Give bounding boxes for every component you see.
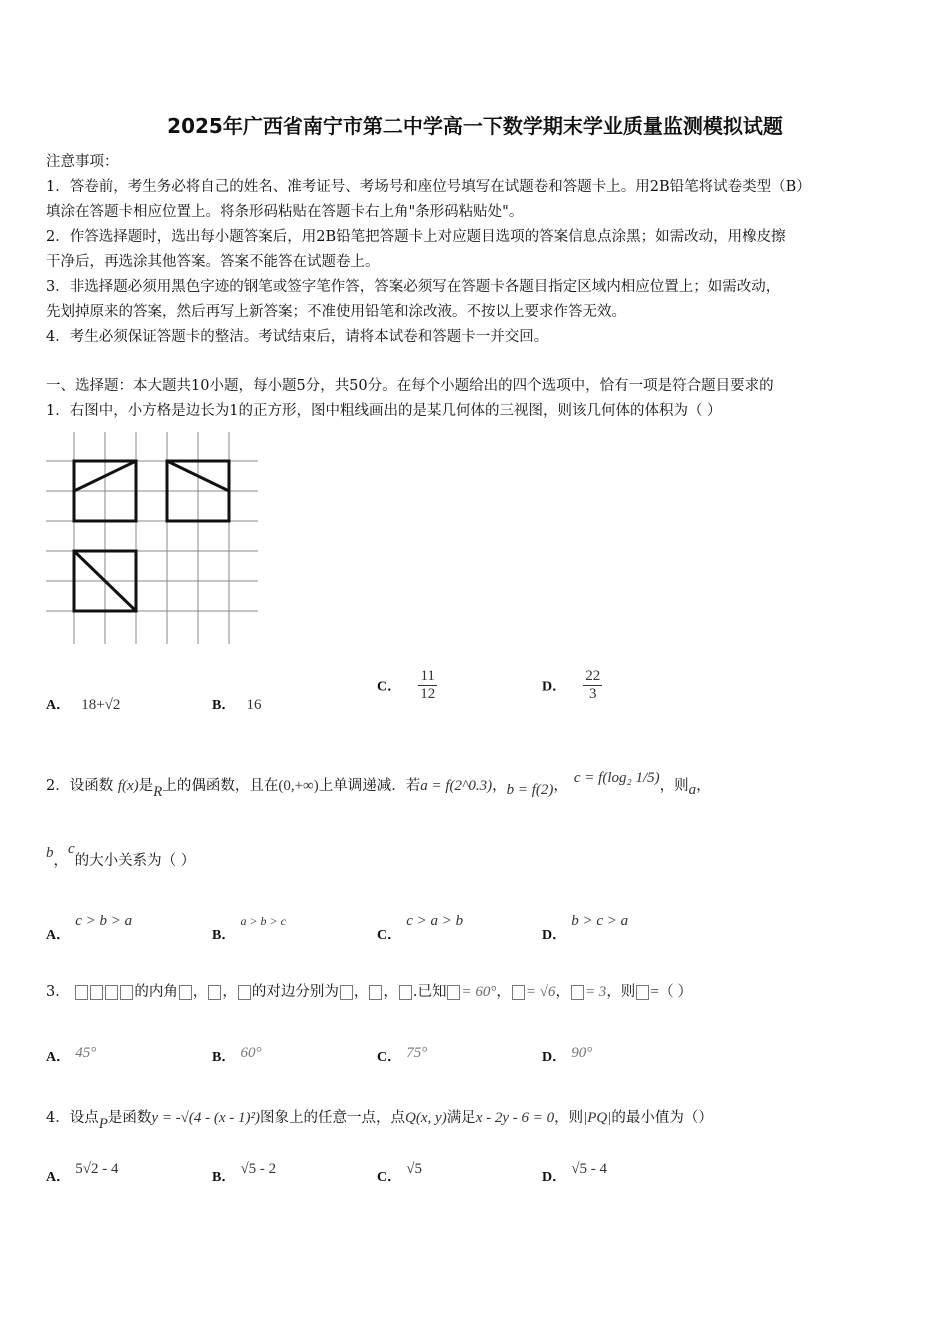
notice-line: 2．作答选择题时，选出每小题答案后，用2B铅笔把答题卡上对应题目选项的答案信息点涂黑；如需改动，用橡皮擦 xyxy=(46,229,786,245)
q2-text: 上单调递减．若 xyxy=(318,778,421,794)
page-title: 2025年广西省南宁市第二中学高一下数学期末学业质量监测模拟试题 xyxy=(167,114,783,138)
q4-option-c[interactable] xyxy=(377,1158,422,1185)
option-label: C． xyxy=(377,1170,402,1185)
missing-glyph-icon xyxy=(120,985,133,1000)
q2-option-c[interactable] xyxy=(377,910,464,943)
q2-var-b: b xyxy=(46,845,54,861)
q2-text: ， xyxy=(492,778,507,794)
three-view-figure xyxy=(46,432,258,644)
q2-domain: R xyxy=(153,784,163,800)
q3-text: .已知 xyxy=(412,984,447,1000)
notice-line: 3．非选择题必须用黑色字迹的钢笔或签字笔作答，答案必须写在答题卡各题目指定区域内相应位置上；如需改动， xyxy=(46,279,781,295)
question-1-stem: 1．右图中，小方格是边长为1的正方形，图中粗线画出的是某几何体的三视图，则该几何体的体积为（ ） xyxy=(46,403,722,419)
missing-glyph-icon xyxy=(90,985,103,1000)
option-value: a > b > c xyxy=(240,914,286,928)
q4-point-p: P xyxy=(98,1116,108,1132)
fraction-denominator: 12 xyxy=(420,686,436,702)
q2-b-expression: b = f(2) xyxy=(506,782,554,798)
question-4-stem xyxy=(46,1108,713,1132)
missing-glyph-icon xyxy=(179,985,192,1000)
q3-text: ，则 xyxy=(606,984,636,1000)
q4-point-q: Q(x, y) xyxy=(405,1110,447,1126)
q2-interval: (0,+∞) xyxy=(278,778,319,794)
option-label: B． xyxy=(212,928,236,943)
q3-option-b[interactable] xyxy=(212,1042,262,1065)
q1-option-a[interactable] xyxy=(46,694,120,714)
q4-text: 图象上的任意一点，点 xyxy=(260,1110,406,1126)
missing-glyph-icon xyxy=(75,985,88,1000)
q4-text: ，则 xyxy=(554,1110,584,1126)
missing-glyph-icon xyxy=(369,985,382,1000)
option-value: 5√2 - 4 xyxy=(75,1161,119,1177)
option-value: b > c > a xyxy=(571,913,629,929)
q4-text: 是函数 xyxy=(107,1110,152,1126)
notice-line: 先划掉原来的答案，然后再写上新答案；不准使用铅笔和涂改液。不按以上要求作答无效。 xyxy=(46,304,626,320)
q2-a-expression: a = f(2^0.3) xyxy=(420,778,493,794)
q3-equation: = √6 xyxy=(525,984,556,1000)
option-label: A． xyxy=(46,928,71,943)
option-value: c > a > b xyxy=(406,913,464,929)
option-value: √5 - 2 xyxy=(240,1161,277,1177)
option-label: B． xyxy=(212,1050,236,1065)
notice-line: 填涂在答题卡相应位置上。将条形码粘贴在答题卡右上角"条形码粘贴处"。 xyxy=(46,204,524,220)
q2-text: 2．设函数 xyxy=(46,778,114,794)
option-label: D． xyxy=(542,1050,567,1065)
q2-var-a: a xyxy=(688,782,697,798)
fraction-numerator: 11 xyxy=(418,668,437,686)
q4-function: y = -√(4 - (x - 1)²) xyxy=(151,1110,261,1126)
q3-text: 3． xyxy=(46,984,70,1000)
q3-option-a[interactable] xyxy=(46,1042,97,1065)
notice-heading: 注意事项： xyxy=(46,154,119,170)
notice-line: 4．考生必须保证答题卡的整洁。考试结束后，请将本试卷和答题卡一并交回。 xyxy=(46,329,549,345)
notice-line: 1．答卷前，考生务必将自己的姓名、准考证号、考场号和座位号填写在试题卷和答题卡上。用2B铅笔将试卷类型（B） xyxy=(46,179,811,195)
q3-option-c[interactable] xyxy=(377,1042,428,1065)
option-fraction xyxy=(418,668,437,703)
q3-option-d[interactable] xyxy=(542,1042,593,1065)
q4-option-b[interactable] xyxy=(212,1158,277,1185)
question-2-stem-cont xyxy=(46,841,196,871)
option-value: 18+√2 xyxy=(81,697,121,713)
q2-text: 是 xyxy=(138,778,154,794)
option-value: c > b > a xyxy=(75,913,133,929)
q4-distance: |PQ| xyxy=(583,1110,612,1126)
fraction-denominator: 3 xyxy=(588,686,597,702)
option-value: 45° xyxy=(75,1045,97,1061)
q4-text: 满足 xyxy=(446,1110,476,1126)
q2-text: ， xyxy=(696,778,711,794)
option-label: D． xyxy=(542,679,567,695)
option-label: A． xyxy=(46,698,71,713)
q1-option-b[interactable] xyxy=(212,694,261,714)
option-value: 16 xyxy=(246,697,262,713)
q2-text: ，则 xyxy=(659,778,689,794)
question-3-stem: 3． 的内角 ， ， 的对边分别为 ， ， .已知 = 60°， = √6， = 3，则 =（ ） xyxy=(46,984,693,1000)
q1-option-d[interactable] xyxy=(542,668,602,703)
q2-var-c: c xyxy=(68,841,75,857)
missing-glyph-icon xyxy=(105,985,118,1000)
option-fraction xyxy=(583,668,602,703)
q2-option-a[interactable] xyxy=(46,910,133,943)
option-value: √5 xyxy=(406,1161,422,1177)
option-label: A． xyxy=(46,1170,71,1185)
missing-glyph-icon xyxy=(399,985,412,1000)
q2-text: 上的偶函数，且在 xyxy=(162,778,279,794)
q3-text: 的内角 xyxy=(134,984,178,1000)
missing-glyph-icon xyxy=(636,985,649,1000)
q4-option-a[interactable] xyxy=(46,1158,119,1185)
missing-glyph-icon xyxy=(571,985,584,1000)
option-label: D． xyxy=(542,928,567,943)
option-value: 75° xyxy=(406,1045,428,1061)
fraction-numerator: 22 xyxy=(585,668,601,684)
q2-option-b[interactable] xyxy=(212,910,286,943)
option-label: B． xyxy=(212,698,236,713)
q2-text: ， xyxy=(553,778,568,794)
question-2-stem xyxy=(46,770,711,800)
missing-glyph-icon xyxy=(340,985,353,1000)
option-value: √5 - 4 xyxy=(571,1161,607,1177)
option-label: B． xyxy=(212,1170,236,1185)
q3-equation: = 3 xyxy=(584,984,607,1000)
q4-option-d[interactable] xyxy=(542,1158,607,1185)
option-label: A． xyxy=(46,1050,71,1065)
q3-equation: = 60° xyxy=(461,984,497,1000)
q2-c-expression: c = f(log₂ 1/5) xyxy=(573,770,660,786)
q2-text: 的大小关系为（ ） xyxy=(74,853,196,869)
section-heading: 一、选择题：本大题共10小题，每小题5分，共50分。在每个小题给出的四个选项中，恰有一项是符合题目要求的 xyxy=(46,378,774,394)
missing-glyph-icon xyxy=(208,985,221,1000)
missing-glyph-icon xyxy=(512,985,525,1000)
option-label: D． xyxy=(542,1170,567,1185)
q4-text: 的最小值为（） xyxy=(611,1110,713,1126)
q3-equation: =（ ） xyxy=(650,984,693,1000)
option-label: C． xyxy=(377,928,402,943)
q3-text: 的对边分别为 xyxy=(251,984,339,1000)
notice-line: 干净后，再选涂其他答案。答案不能答在试题卷上。 xyxy=(46,254,380,270)
option-value: 90° xyxy=(571,1045,593,1061)
q2-function: f(x) xyxy=(117,778,139,794)
q2-option-d[interactable] xyxy=(542,910,629,943)
option-value: 60° xyxy=(240,1045,262,1061)
option-label: C． xyxy=(377,679,402,695)
q4-line: x - 2y - 6 = 0 xyxy=(475,1110,555,1126)
missing-glyph-icon xyxy=(447,985,460,1000)
missing-glyph-icon xyxy=(238,985,251,1000)
q2-text: ， xyxy=(53,853,68,869)
q1-option-c[interactable] xyxy=(377,668,437,703)
q4-text: 4．设点 xyxy=(46,1110,99,1126)
option-label: C． xyxy=(377,1050,402,1065)
